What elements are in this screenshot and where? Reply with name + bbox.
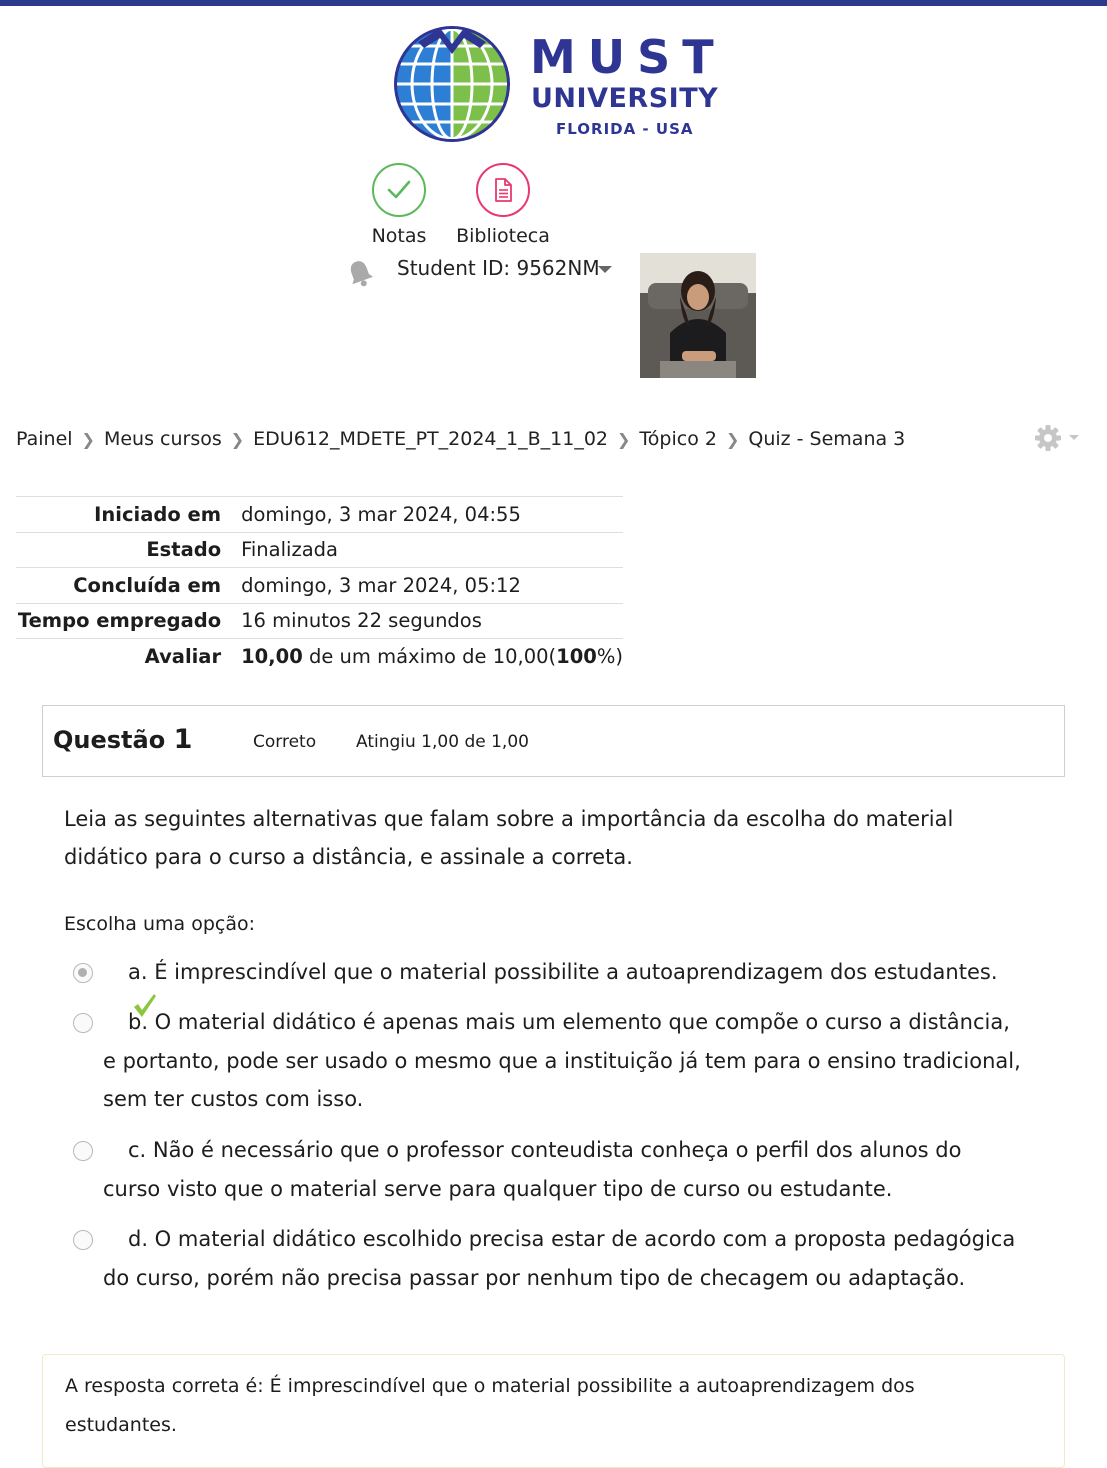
biblioteca-link[interactable] [455,163,551,247]
breadcrumb-item-quiz[interactable]: Quiz - Semana 3 [748,428,906,450]
summary-value: domingo, 3 mar 2024, 04:55 [221,497,623,533]
answer-text-b: b. O material didático é apenas mais um elemento que compõe o curso a distância, e portanto, pode ser usado o mesmo que a instituição já tem para o ensino tradicional, sem ter custos com isso. [103,1010,1021,1111]
breadcrumb-item-meus-cursos[interactable]: Meus cursos [103,428,222,450]
summary-label: Concluída em [16,568,221,604]
answer-option-b [64,1003,1024,1119]
table-row [16,639,623,675]
answer-radio-c[interactable] [73,1141,93,1161]
summary-label: Iniciado em [16,497,221,533]
breadcrumb-item-course[interactable]: EDU612_MDETE_PT_2024_1_B_11_02 [253,428,608,450]
chevron-down-icon[interactable] [598,266,612,273]
answer-text-d: d. O material didático escolhido precisa estar de acordo com a proposta pedagógica do curso, porém não precisa passar por nenhum tipo de checagem ou adaptação. [103,1227,1016,1290]
biblioteca-label: Biblioteca [456,225,550,247]
answer-option-d [64,1220,1024,1297]
summary-value: 16 minutos 22 segundos [221,603,623,639]
chevron-right-icon: ❯ [617,429,631,449]
question-title [53,724,192,755]
question-number: 1 [173,724,193,755]
correct-answer-text: A resposta correta é: É imprescindível que o material possibilite a autoaprendizagem dos estudantes. [65,1375,915,1436]
question-info [42,705,1065,777]
globe-logo-icon [388,24,520,142]
grade-max: de um máximo de 10,00( [302,645,557,668]
notas-label: Notas [371,225,427,247]
summary-label: Estado [16,532,221,568]
table-row [16,532,623,568]
chevron-right-icon: ❯ [81,429,95,449]
answer-prompt: Escolha uma opção: [64,913,256,935]
feedback-box [42,1354,1065,1468]
table-row [16,568,623,604]
grade-score: 10,00 [241,645,303,668]
answer-text-a: a. É imprescindível que o material possibilite a autoaprendizagem dos estudantes. [128,960,998,984]
university-logo[interactable] [388,24,728,142]
breadcrumb-item-painel[interactable]: Painel [16,428,73,450]
answer-radio-a[interactable] [73,963,93,983]
question-state: Correto [253,732,317,752]
check-circle-icon [372,163,426,217]
chevron-right-icon: ❯ [725,429,740,449]
avatar[interactable] [640,253,756,378]
table-row [16,497,623,533]
notas-link[interactable] [366,163,432,247]
logo-location-text: FLORIDA - USA [556,120,694,138]
summary-label: Avaliar [16,639,221,675]
question-text: Leia as seguintes alternativas que falam sobre a importância da escolha do material didático para o curso a distância, e assinale a correta. [64,807,954,869]
summary-value: domingo, 3 mar 2024, 05:12 [221,568,623,604]
grade-end: %) [596,645,623,668]
breadcrumb [16,428,905,450]
logo-university-text: UNIVERSITY [531,83,719,114]
logo-must-text: MUST [530,30,726,84]
grade-value [221,639,623,675]
summary-label: Tempo empregado [16,603,221,639]
breadcrumb-item-topico[interactable]: Tópico 2 [639,428,717,450]
answer-text-c: c. Não é necessário que o professor conteudista conheça o perfil dos alunos do curso visto que o material serve para qualquer tipo de curso ou estudante. [103,1138,962,1201]
top-accent-bar [0,0,1107,6]
document-icon [476,163,530,217]
question-title-prefix: Questão [53,726,174,754]
settings-menu-button[interactable] [1034,424,1084,458]
table-row [16,603,623,639]
notification-bell-icon[interactable] [346,258,374,292]
answer-option-c [64,1131,1024,1208]
attempt-summary-table [16,496,623,674]
summary-value: Finalizada [221,532,623,568]
gear-icon [1034,424,1084,454]
question-grade: Atingiu 1,00 de 1,00 [356,732,529,752]
answer-radio-b[interactable] [73,1013,93,1033]
answer-radio-d[interactable] [73,1230,93,1250]
chevron-right-icon: ❯ [230,429,245,449]
user-menu-toggle[interactable]: Student ID: 9562NM [397,256,600,280]
grade-percent: 100 [556,645,597,668]
